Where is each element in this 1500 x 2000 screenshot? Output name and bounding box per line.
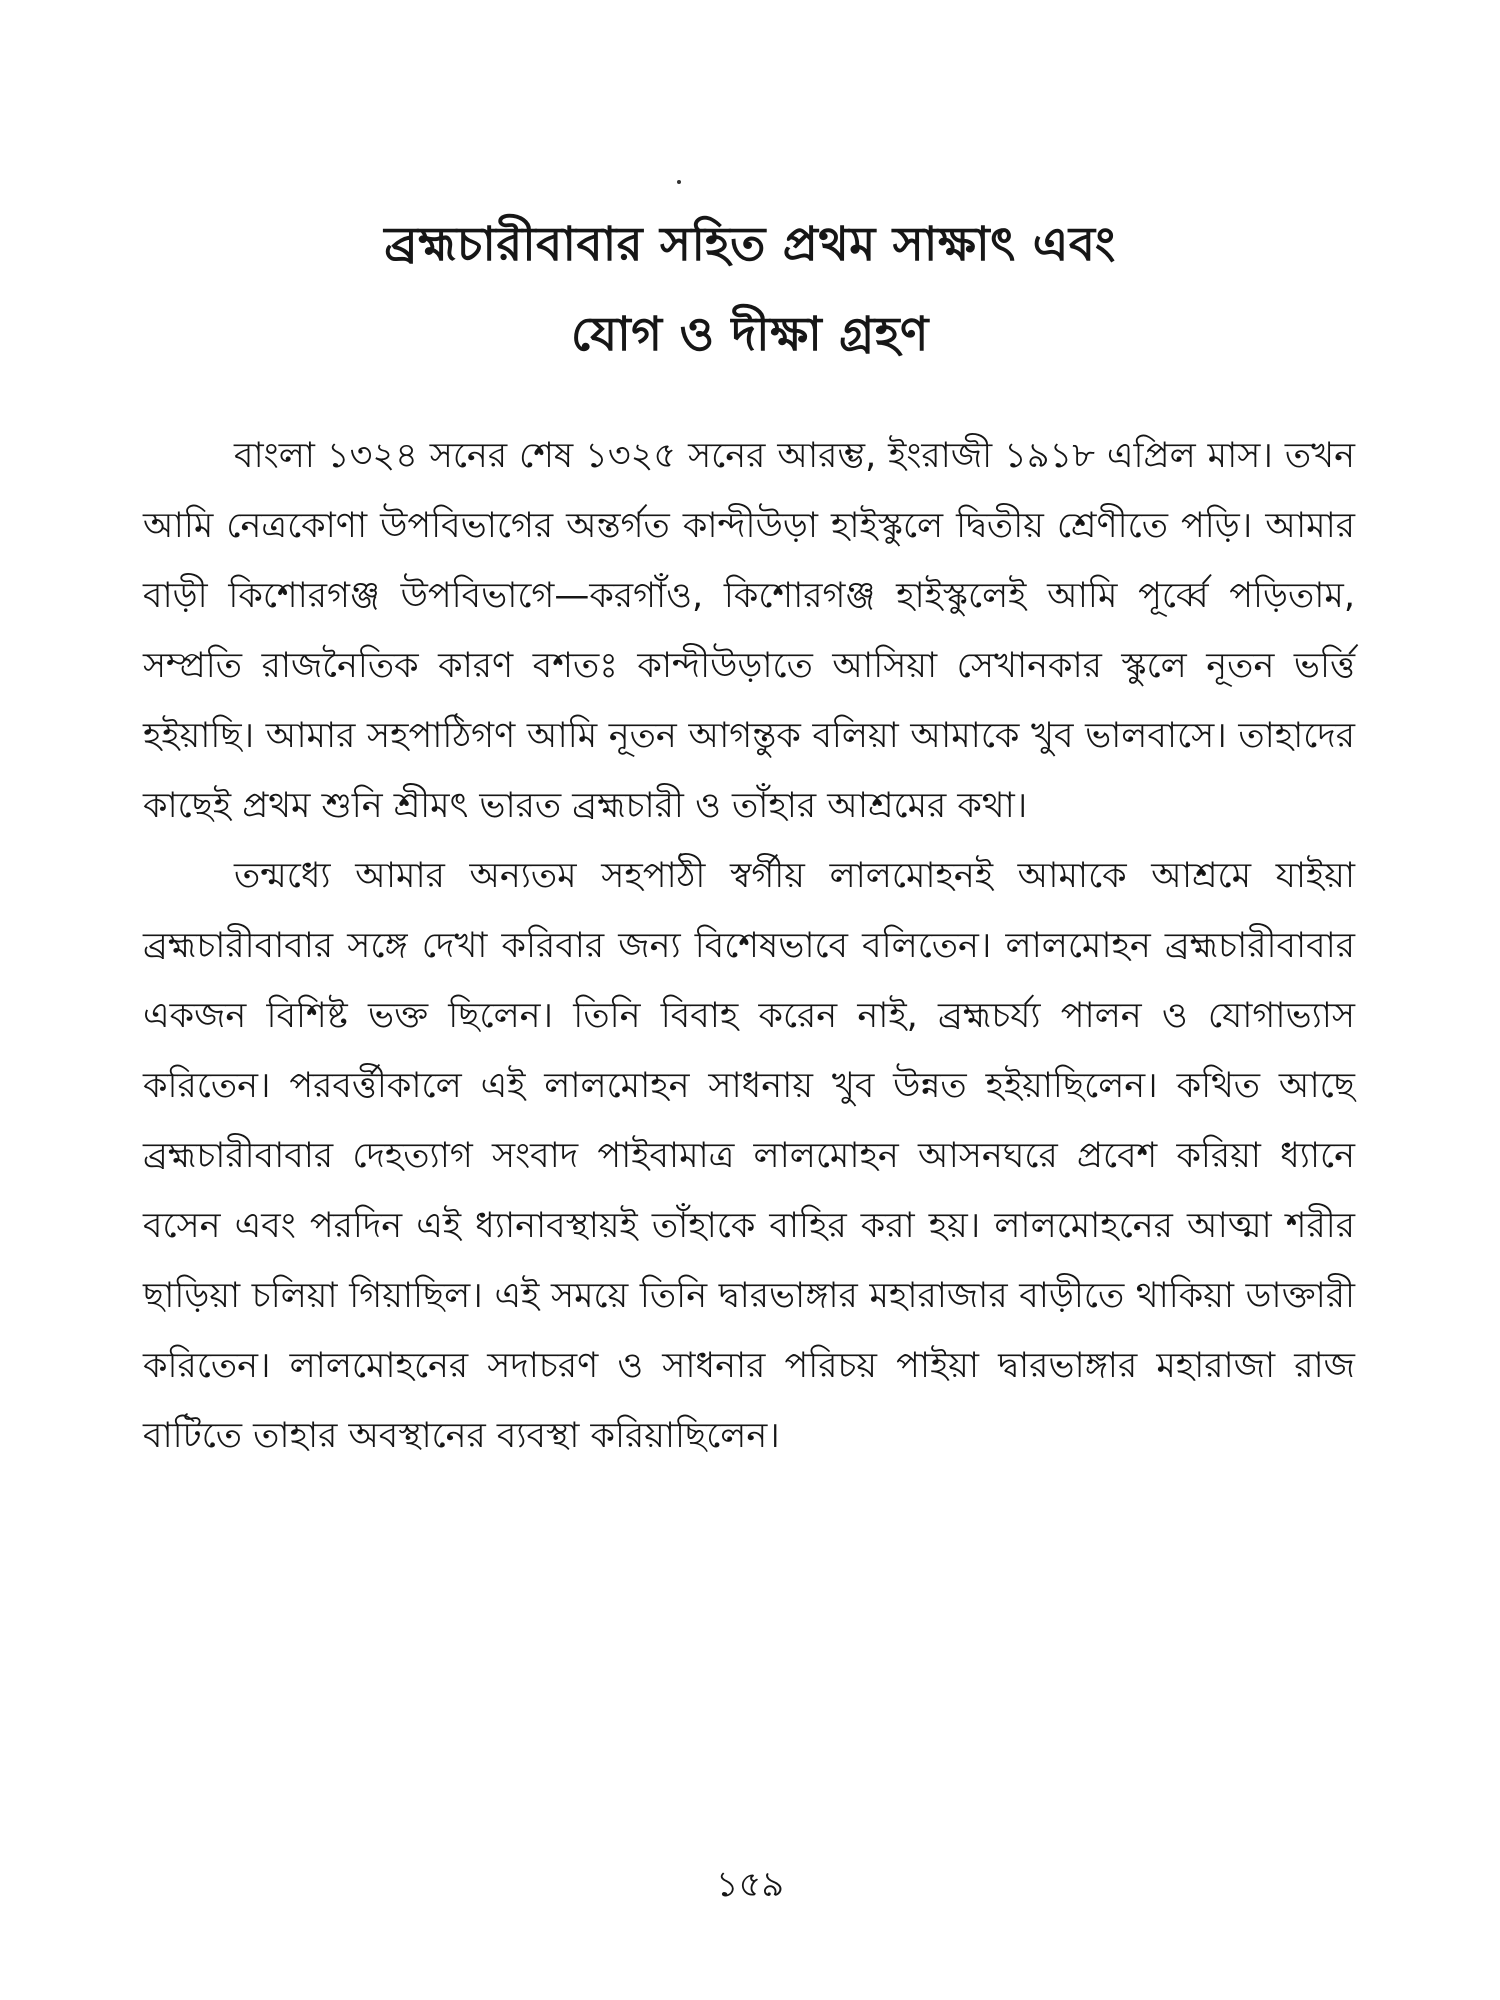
paragraph-1: বাংলা ১৩২৪ সনের শেষ ১৩২৫ সনের আরম্ভ, ইংরাজী ১৯১৮ এপ্রিল মাস। তখন আমি নেত্রকোণা উপবিভাগের অন্তর্গত কান্দীউড়া হাইস্কুলে দ্বিতীয় শ্রেণীতে পড়ি। আমার বাড়ী কিশোরগঞ্জ উপবিভাগে—করগাঁও, কিশোরগঞ্জ হাইস্কুলেই আমি পূর্ব্বে পড়িতাম, সম্প্রতি রাজনৈতিক কারণ বশতঃ কান্দীউড়াতে আসিয়া সেখানকার স্কুলে নূতন ভর্ত্তি হইয়াছি। আমার সহপাঠিগণ আমি নূতন আগন্তুক বলিয়া আমাকে খুব ভালবাসে। তাহাদের কাছেই প্রথম শুনি শ্রীমৎ ভারত ব্রহ্মচারী ও তাঁহার আশ্রমের কথা। <box>143 436 1355 826</box>
body-text <box>143 421 1355 1471</box>
ink-dot <box>677 180 681 184</box>
chapter-title <box>150 200 1350 380</box>
title-line-2: যোগ ও দীক্ষা গ্রহণ <box>571 307 929 362</box>
paragraph-2: তন্মধ্যে আমার অন্যতম সহপাঠী স্বর্গীয় লালমোহনই আমাকে আশ্রমে যাইয়া ব্রহ্মচারীবাবার সঙ্গে দেখা করিবার জন্য বিশেষভাবে বলিতেন। লালমোহন ব্রহ্মচারীবাবার একজন বিশিষ্ট ভক্ত ছিলেন। তিনি বিবাহ করেন নাই, ব্রহ্মচর্য্য পালন ও যোগাভ্যাস করিতেন। পরবর্ত্তীকালে এই লালমোহন সাধনায় খুব উন্নত হইয়াছিলেন। কথিত আছে ব্রহ্মচারীবাবার দেহত্যাগ সংবাদ পাইবামাত্র লালমোহন আসনঘরে প্রবেশ করিয়া ধ্যানে বসেন এবং পরদিন এই ধ্যানাবস্থায়ই তাঁহাকে বাহির করা হয়। লালমোহনের আত্মা শরীর ছাড়িয়া চলিয়া গিয়াছিল। এই সময়ে তিনি দ্বারভাঙ্গার মহারাজার বাড়ীতে থাকিয়া ডাক্তারী করিতেন। লালমোহনের সদাচরণ ও সাধনার পরিচয় পাইয়া দ্বারভাঙ্গার মহারাজা রাজ বাটিতে তাহার অবস্থানের ব্যবস্থা করিয়াছিলেন। <box>143 856 1355 1456</box>
title-line-1: ব্রহ্মচারীবাবার সহিত প্রথম সাক্ষাৎ এবং <box>384 217 1116 272</box>
page-number: ১৫৯ <box>715 1865 785 1905</box>
